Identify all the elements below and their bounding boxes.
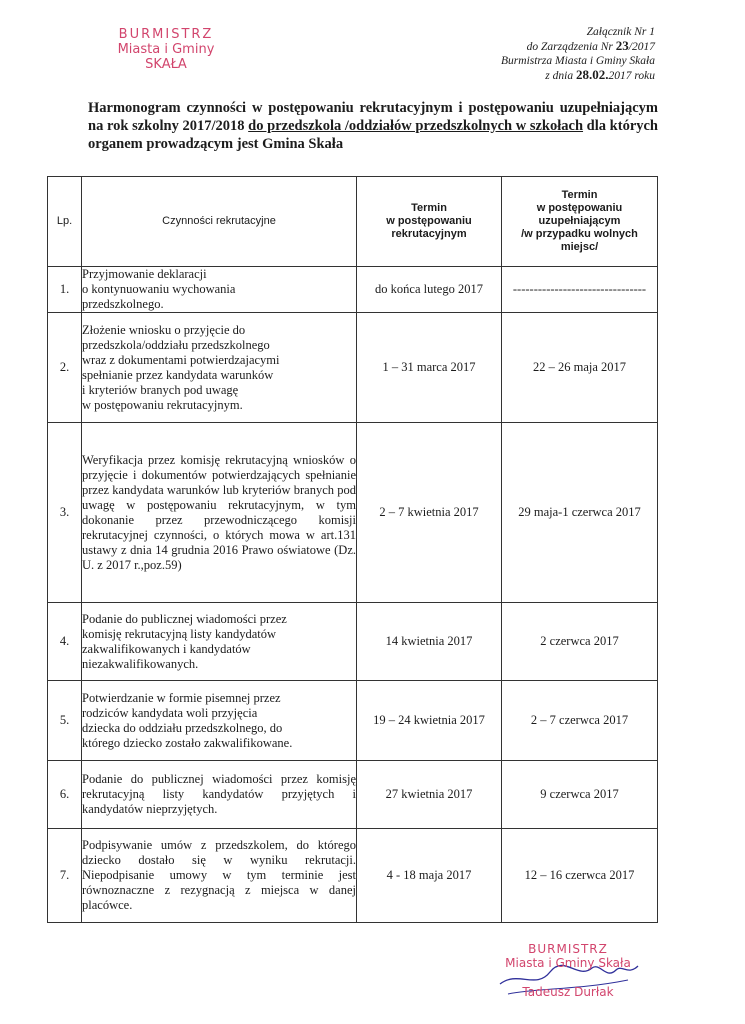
term-recruitment: 14 kwietnia 2017 (357, 603, 502, 681)
annex-line-2-suffix: /2017 (628, 41, 655, 53)
document-heading (88, 99, 658, 153)
term-supplementary: 2 czerwca 2017 (502, 603, 658, 681)
term-recruitment: 27 kwietnia 2017 (357, 761, 502, 829)
heading-part-1: Harmonogram czynności w postępowaniu rekrutacyjnym i postępowaniu uzupełniającym na rok szkolny 2017/2018 (88, 100, 658, 134)
row-number: 4. (48, 603, 82, 681)
issuer-stamp (101, 27, 231, 72)
term-recruitment: 19 – 24 kwietnia 2017 (357, 681, 502, 761)
annex-line-4 (395, 68, 655, 83)
table-row (48, 603, 658, 681)
signature-line-1: BURMISTRZ (528, 942, 608, 956)
term-recruitment: 2 – 7 kwietnia 2017 (357, 423, 502, 603)
decree-date: 28.02. (575, 67, 609, 82)
task-description: Przyjmowanie deklaracji o kontynuowaniu wychowania przedszkolnego. (82, 267, 357, 313)
signature-line-3: Tadeusz Durłak (522, 985, 614, 999)
term-supplementary: 29 maja-1 czerwca 2017 (502, 423, 658, 603)
stamp-line-3: SKAŁA (145, 57, 187, 72)
heading-underlined: do przedszkola /oddziałów przedszkolnych w szkołach (248, 118, 584, 134)
table-row (48, 313, 658, 423)
row-number: 5. (48, 681, 82, 761)
table-row (48, 423, 658, 603)
table-row (48, 761, 658, 829)
table-row (48, 267, 658, 313)
term-recruitment: 1 – 31 marca 2017 (357, 313, 502, 423)
task-description: Weryfikacja przez komisję rekrutacyjną wniosków o przyjęcie i dokumentów potwierdzających spełnianie przez kandydata warunków lub kryteriów branych pod uwagę w postępowaniu rekrutacyjnym, w tym dokonanie przez przewodniczącego komisji rekrutacyjnej czynności, o których mowa w art.131 ustawy z dnia 14 grudnia 2016 Prawo oświatowe (Dz. U. z 2017 r.,poz.59) (82, 423, 357, 603)
term-supplementary: -------------------------------- (502, 267, 658, 313)
annex-line-4-suffix: 2017 roku (608, 70, 655, 82)
term-supplementary: 22 – 26 maja 2017 (502, 313, 658, 423)
row-number: 7. (48, 829, 82, 923)
annex-line-2 (395, 39, 655, 54)
task-description: Złożenie wniosku o przyjęcie do przedszkola/oddziału przedszkolnego wraz z dokumentami potwierdzajacymi spełnianie przez kandydata warunków i kryteriów branych pod uwagę w postępowaniu rekrutacyjnym. (82, 313, 357, 423)
task-description: Podpisywanie umów z przedszkolem, do którego dziecko dostało się w wyniku rekrutacji. Niepodpisanie umowy w tym terminie jest równoznaczne z rezygnacją z miejsca w danej placówce. (82, 829, 357, 923)
schedule-table (47, 176, 658, 923)
table-row (48, 829, 658, 923)
annex-reference (395, 25, 655, 83)
header-term-recruitment (357, 177, 502, 267)
signature-stamp (488, 942, 648, 999)
annex-line-4-prefix: z dnia (545, 70, 576, 82)
task-description: Podanie do publicznej wiadomości przez komisję rekrutacyjną listy kandydatów przyjętych i kandydatów nieprzyjętych. (82, 761, 357, 829)
annex-line-3: Burmistrza Miasta i Gminy Skała (501, 55, 655, 67)
header-lp: Lp. (48, 177, 82, 267)
heading-part-2: dla których organem prowadzącym jest Gmina Skała (88, 118, 659, 152)
task-description: Podanie do publicznej wiadomości przez komisję rekrutacyjną listy kandydatów zakwalifikowanych i kandydatów niezakwalifikowanych. (82, 603, 357, 681)
term-recruitment: do końca lutego 2017 (357, 267, 502, 313)
annex-line-2-prefix: do Zarządzenia Nr (526, 41, 616, 53)
term-supplementary: 9 czerwca 2017 (502, 761, 658, 829)
row-number: 1. (48, 267, 82, 313)
header-term-supplementary-text: Termin w postępowaniu uzupełniającym /w przypadku wolnych miejsc/ (521, 189, 638, 253)
annex-line-1: Załącznik Nr 1 (586, 26, 655, 38)
schedule-table-body (48, 177, 658, 923)
header-term-supplementary (502, 177, 658, 267)
term-recruitment: 4 - 18 maja 2017 (357, 829, 502, 923)
stamp-line-1: BURMISTRZ (118, 27, 214, 42)
stamp-line-2: Miasta i Gminy (117, 42, 215, 57)
term-supplementary: 12 – 16 czerwca 2017 (502, 829, 658, 923)
header-term-recruitment-text: Termin w postępowaniu rekrutacyjnym (386, 202, 472, 240)
task-description: Potwierdzanie w formie pisemnej przez rodziców kandydata woli przyjęcia dziecka do oddziału przedszkolnego, do którego dziecko zostało zakwalifikowane. (82, 681, 357, 761)
term-supplementary: 2 – 7 czerwca 2017 (502, 681, 658, 761)
signature-line-2: Miasta i Gminy Skała (505, 956, 631, 970)
row-number: 6. (48, 761, 82, 829)
row-number: 3. (48, 423, 82, 603)
decree-number: 23 (615, 38, 629, 53)
table-header-row (48, 177, 658, 267)
header-task: Czynności rekrutacyjne (82, 177, 357, 267)
table-row (48, 681, 658, 761)
row-number: 2. (48, 313, 82, 423)
